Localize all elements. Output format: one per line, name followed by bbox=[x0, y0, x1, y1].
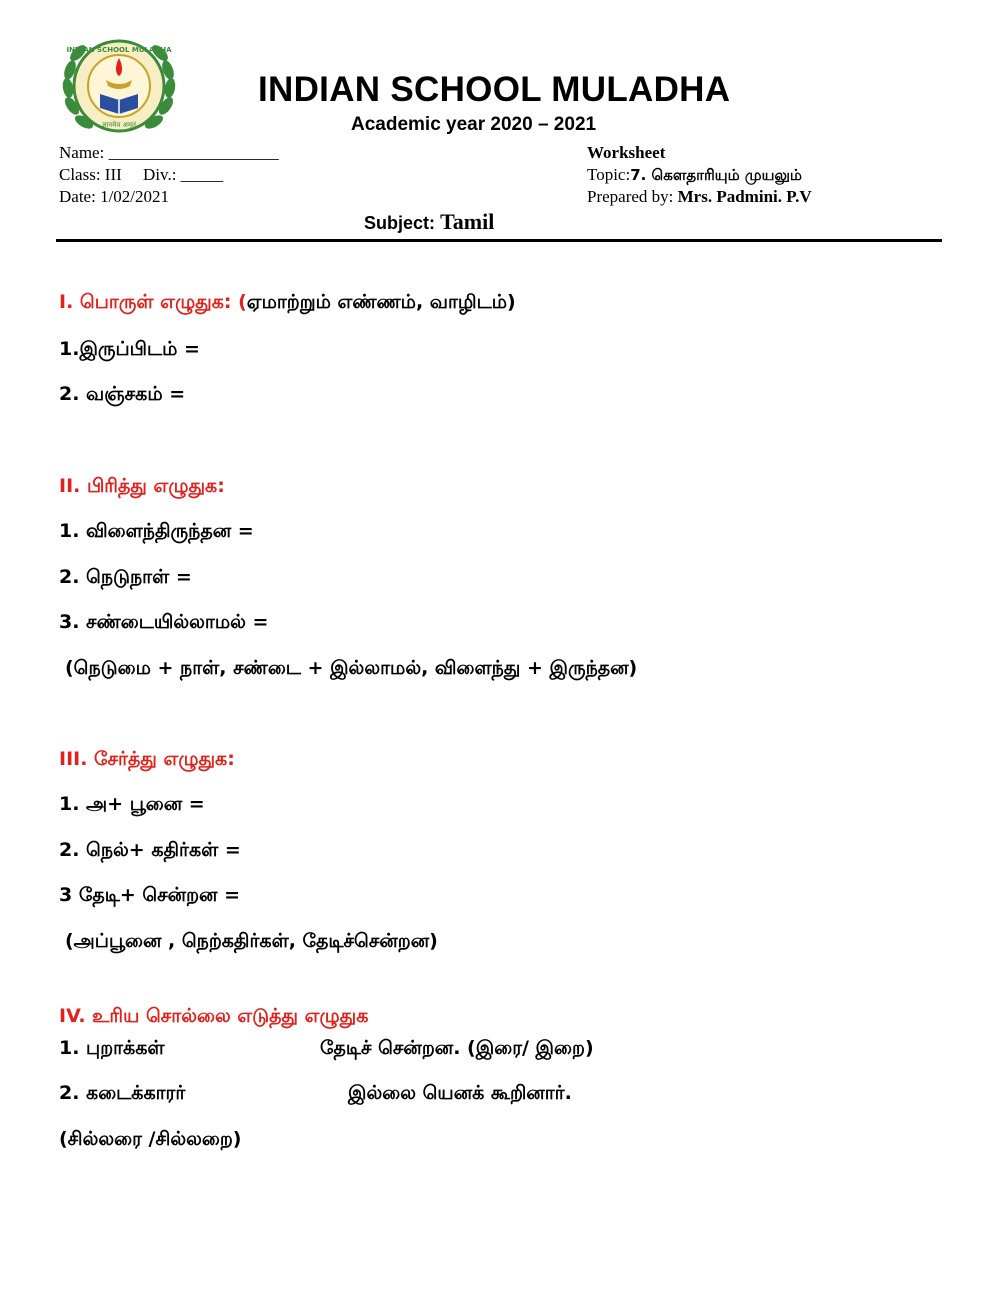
section3-item-3: 3 தேடி+ சென்றன = bbox=[59, 884, 240, 906]
section4-q1-start: 1. புறாக்கள் bbox=[59, 1037, 165, 1059]
section4-q2-start: 2. கடைக்காரர் bbox=[59, 1082, 186, 1104]
section1-hint: ஏமாற்றும் எண்ணம், வாழிடம்) bbox=[246, 291, 516, 313]
div-label: Div.: bbox=[143, 165, 177, 184]
school-name: INDIAN SCHOOL MULADHA bbox=[258, 70, 731, 109]
class-label: Class: III bbox=[59, 165, 122, 184]
worksheet-label: Worksheet bbox=[587, 143, 666, 162]
name-label: Name: bbox=[59, 143, 105, 162]
section1-title: I. பொருள் எழுதுக: ( bbox=[59, 291, 247, 313]
prepared-label: Prepared by: bbox=[587, 187, 674, 206]
section3-item-2: 2. நெல்+ கதிர்கள் = bbox=[59, 839, 241, 861]
prepared-line bbox=[587, 186, 812, 208]
subject-line bbox=[364, 209, 494, 235]
topic-line bbox=[587, 164, 802, 186]
section3-answers: (அப்பூனை , நெற்கதிர்கள், தேடிச்சென்றன) bbox=[65, 930, 438, 952]
section4-q2-options: (சில்லரை /சில்லறை) bbox=[59, 1128, 242, 1150]
section2-item-2: 2. நெடுநாள் = bbox=[59, 566, 192, 588]
name-blank: ____________________ bbox=[108, 143, 279, 162]
header-divider bbox=[56, 239, 942, 242]
logo-text-bottom: ज्ञानमेव अमृतं bbox=[101, 121, 137, 129]
topic-value: 7. கௌதாரியும் முயலும் bbox=[630, 166, 802, 184]
date-line: Date: 1/02/2021 bbox=[59, 187, 170, 206]
section2-title: II. பிரித்து எழுதுக: bbox=[59, 475, 225, 497]
class-line bbox=[59, 164, 223, 186]
section1-item-1: 1.இருப்பிடம் = bbox=[59, 338, 200, 360]
subject-label: Subject: bbox=[364, 213, 436, 233]
section4-q1-end: தேடிச் சென்றன. (இரை/ இறை) bbox=[320, 1037, 594, 1059]
section3-title: III. சேர்த்து எழுதுக: bbox=[59, 748, 235, 770]
section2-item-1: 1. விளைந்திருந்தன = bbox=[59, 520, 254, 542]
logo-text-top: INDIAN SCHOOL MULADHA bbox=[66, 46, 172, 54]
name-line bbox=[59, 142, 279, 164]
subject-value: Tamil bbox=[440, 209, 495, 234]
section1-title-line bbox=[59, 291, 516, 316]
section4-q2-end: இல்லை யெனக் கூறினார். bbox=[348, 1082, 572, 1104]
section3-item-1: 1. அ+ பூனை = bbox=[59, 793, 205, 815]
school-logo bbox=[54, 28, 184, 146]
topic-label: Topic: bbox=[587, 165, 631, 184]
section1-item-2: 2. வஞ்சகம் = bbox=[59, 383, 186, 405]
prepared-value: Mrs. Padmini. P.V bbox=[677, 187, 812, 206]
section2-answers: (நெடுமை + நாள், சண்டை + இல்லாமல், விளைந்து + இருந்தன) bbox=[65, 657, 638, 679]
div-blank: _____ bbox=[180, 165, 224, 184]
academic-year: Academic year 2020 – 2021 bbox=[351, 114, 597, 135]
section2-item-3: 3. சண்டையில்லாமல் = bbox=[59, 611, 269, 633]
section4-title: IV. உரிய சொல்லை எடுத்து எழுதுக bbox=[59, 1005, 369, 1027]
